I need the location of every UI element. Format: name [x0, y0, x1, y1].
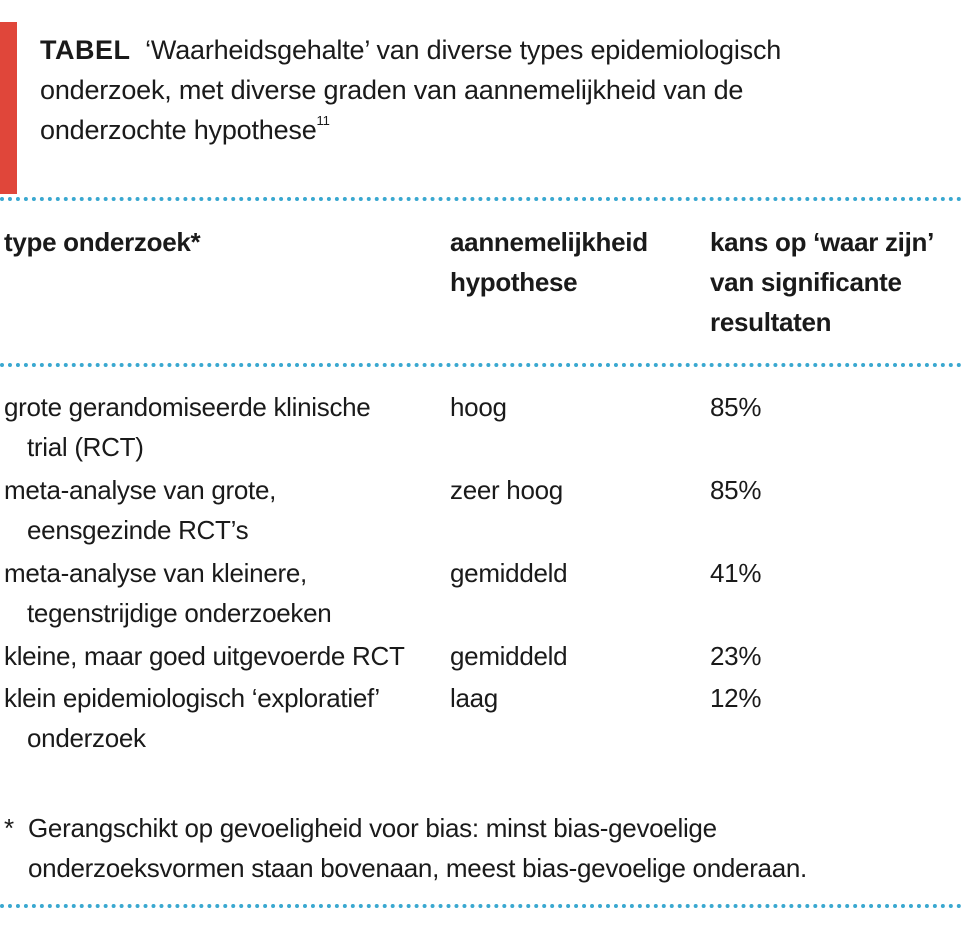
table-row-1-chance: 85%: [710, 392, 762, 422]
accent-bar: [0, 22, 17, 194]
header-kans-line-1: kans op ‘waar zijn’: [710, 227, 935, 257]
footnote-mark: *: [4, 813, 14, 843]
footnote-reference: 11: [316, 113, 330, 128]
header-kans-line-2: van significante: [710, 267, 902, 297]
table-row-2-plausibility: zeer hoog: [450, 475, 563, 505]
header-kans-line-3: resultaten: [710, 307, 832, 337]
row-2-type-line-1: meta-analyse van grote,: [4, 475, 277, 505]
dotted-rule-top: [0, 197, 962, 201]
caption-text-1: ‘Waarheidsgehalte’ van diverse types epidemiologisch: [145, 35, 782, 65]
row-2-type-line-2: eensgezinde RCT’s: [27, 515, 249, 545]
header-kans: [710, 222, 960, 342]
table-row-4-chance: 23%: [710, 641, 762, 671]
table-row-3-type: [4, 553, 444, 633]
table-row-5-plausibility: laag: [450, 683, 498, 713]
header-aannemelijkheid: [450, 222, 700, 302]
header-type-label: type onderzoek*: [4, 227, 201, 257]
table-row-5-type: [4, 678, 444, 758]
table-row-2-chance: 85%: [710, 475, 762, 505]
row-1-type-line-1: grote gerandomiseerde klinische: [4, 392, 371, 422]
caption-line-1: [40, 30, 940, 70]
caption-text-3: onderzochte hypothese: [40, 115, 317, 145]
table-row-3-plausibility: gemiddeld: [450, 558, 568, 588]
header-type-onderzoek: [4, 222, 444, 262]
caption-label: TABEL: [40, 35, 131, 65]
row-5-type-line-2: onderzoek: [27, 723, 146, 753]
table-row-1-plausibility: hoog: [450, 392, 507, 422]
footnote-line-1: Gerangschikt op gevoeligheid voor bias: minst bias-gevoelige: [28, 813, 717, 843]
header-aannemelijkheid-line-2: hypothese: [450, 267, 578, 297]
table-footnote: [4, 808, 954, 888]
table-row-4-plausibility: gemiddeld: [450, 641, 568, 671]
header-aannemelijkheid-line-1: aannemelijkheid: [450, 227, 648, 257]
table-caption: [40, 30, 940, 150]
row-4-type-line-1: kleine, maar goed uitgevoerde RCT: [4, 641, 405, 671]
caption-line-3: [40, 110, 940, 150]
dotted-rule-header: [0, 363, 962, 367]
table-row-1-type: [4, 387, 444, 467]
row-5-type-line-1: klein epidemiologisch ‘exploratief’: [4, 683, 380, 713]
dotted-rule-bottom: [0, 904, 962, 908]
table-row-4-type: [4, 636, 444, 676]
table-row-5-chance: 12%: [710, 683, 762, 713]
footnote-line-2: onderzoeksvormen staan bovenaan, meest bias-gevoelige onderaan.: [28, 853, 807, 883]
row-3-type-line-2: tegenstrijdige onderzoeken: [27, 598, 332, 628]
table-row-2-type: [4, 470, 444, 550]
caption-line-2: onderzoek, met diverse graden van aannemelijkheid van de: [40, 75, 744, 105]
row-3-type-line-1: meta-analyse van kleinere,: [4, 558, 307, 588]
row-1-type-line-2: trial (RCT): [27, 432, 144, 462]
table-row-3-chance: 41%: [710, 558, 762, 588]
